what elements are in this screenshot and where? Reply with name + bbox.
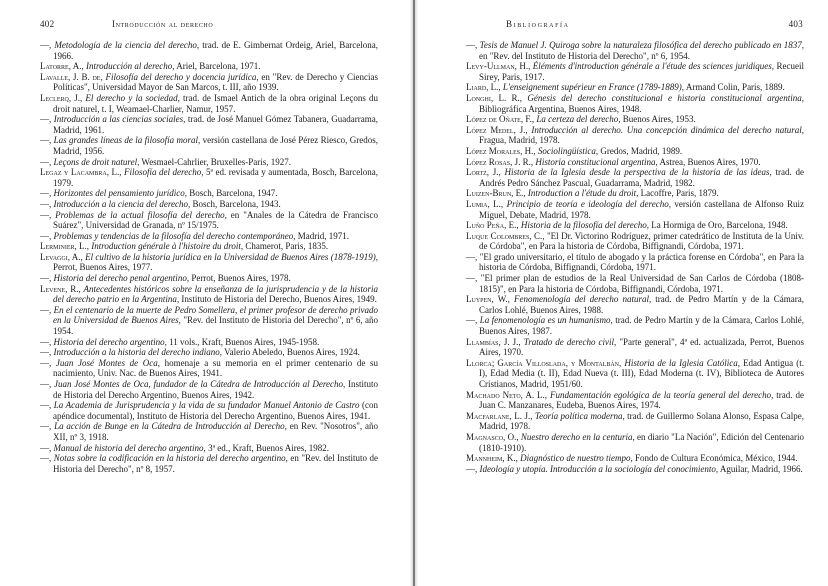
bibliography-entry xyxy=(40,284,378,305)
bibliography-entry xyxy=(466,315,804,336)
entry-author: Luque Colombres, C., xyxy=(466,230,545,241)
left-page xyxy=(0,0,410,586)
entry-details: Wesmael-Cahrlier, Bruxelles-Paris, 1927. xyxy=(139,156,292,167)
entry-author: —, xyxy=(40,114,52,125)
entry-details: Fragua, Madrid, 1978. xyxy=(479,135,560,146)
bibliography-entry xyxy=(466,273,804,294)
bibliography-entry xyxy=(40,231,378,242)
entry-author: —, xyxy=(40,188,52,199)
bibliography-entry xyxy=(40,337,378,348)
bibliography-entry xyxy=(466,390,804,411)
entry-title: Problemas de la actual filosofía del derecho, xyxy=(51,209,227,220)
entry-title: Sociolingüística, xyxy=(535,145,599,156)
bibliography-entry xyxy=(40,443,378,454)
bibliography-entry xyxy=(466,114,804,125)
bibliography-list xyxy=(40,40,378,474)
entry-details: en Rev. "Nosotros", año XII, nº 3, 1918. xyxy=(53,421,378,442)
entry-title: Génesis del derecho constitucional e historia constitucional argentina, xyxy=(522,92,805,103)
entry-details: en "Anales de la Cátedra de Francisco Suárez", Universidad de Granada, nº 15/1975. xyxy=(53,209,378,231)
bibliography-entry xyxy=(466,411,804,432)
page-number: 403 xyxy=(788,19,803,29)
entry-author: Lumia, L., xyxy=(466,198,504,209)
entry-details: trad. de Pedro Martín y de la Cámara, Carlos Lohlé, Buenos Aires, 1988. xyxy=(479,294,805,315)
book-spine xyxy=(410,0,418,586)
entry-author: —, xyxy=(40,304,52,315)
entry-title: Nuestro derecho en la centuria, xyxy=(518,431,635,442)
entry-title: Ideología y utopía. Introducción a la sociología del conocimiento, xyxy=(477,463,719,474)
entry-author: Latorre, A., xyxy=(40,61,84,72)
entry-author: —, xyxy=(40,336,52,347)
bibliography-entry xyxy=(40,241,378,252)
bibliography-entry xyxy=(40,400,378,421)
entry-title: Notas sobre la codificación en la historia del derecho argentino, xyxy=(51,453,288,464)
entry-details: "El primer plan de estudios de la Real Universidad de San Carlos de Córdoba (1808-1815)", en Para la historia de Córdoba, Biffignandi, Córdoba, 1971. xyxy=(477,273,804,294)
entry-author: Leclerq, J., xyxy=(40,92,83,103)
bibliography-entry xyxy=(40,252,378,273)
entry-title: Introducción al derecho, xyxy=(83,61,175,72)
entry-details: en "Rev. del Instituto de Historia del Derecho", nº 6, 1954. xyxy=(479,50,691,61)
entry-details: Lacoffre, Paris, 1879. xyxy=(638,188,719,199)
entry-author: —, xyxy=(40,379,52,389)
entry-details: Buenos Aires, 1953. xyxy=(620,114,696,125)
entry-author: Llorca; García Villoslada, y Montalbán, xyxy=(466,357,622,368)
entry-title: Teoría política moderna, xyxy=(532,410,625,421)
bibliography-entry xyxy=(466,252,804,273)
entry-details: en diario "La Nación", Edición del Centenario (1810-1910). xyxy=(479,431,804,453)
entry-details: Instituto de Historia del Derecho, Buenos Aires, 1949. xyxy=(179,294,377,305)
entry-title: El derecho y la sociedad, xyxy=(82,92,180,103)
bibliography-entry xyxy=(40,61,378,72)
entry-details: Bibliográfica Argentina, Buenos Aires, 1948. xyxy=(479,103,642,114)
entry-title: Tratado de derecho civil, xyxy=(520,336,617,347)
entry-author: López Morales, H., xyxy=(466,145,536,156)
entry-title: La Academia de Jurisprudencia y la vida de su fundador Manuel Antonio de Castro xyxy=(51,400,360,411)
entry-author: —, xyxy=(40,198,52,209)
bibliography-entry xyxy=(40,72,378,93)
entry-details: Edad Antigua (t. I), Edad Media (t. II), Edad Nueva (t. III), Edad Moderna (t. IV), Biblioteca de Autores Cristianos, Madrid, 1951/60. xyxy=(479,357,804,389)
entry-title: Historia de la Iglesia Católica, xyxy=(621,357,740,368)
entry-author: Luypen, W., xyxy=(466,294,510,305)
entry-details: trad. de Ismael Antich de la obra original Leçons du droit naturel, t. I, Weamael-Charlier, Namur, 1957. xyxy=(53,92,378,114)
entry-title: Filosofía del derecho y docencia jurídica, xyxy=(102,71,259,82)
bibliography-entry xyxy=(466,40,804,61)
entry-title: Horizontes del pensamiento jurídico, xyxy=(51,188,187,199)
bibliography-entry xyxy=(40,379,378,400)
entry-title: Éléments d'introduction générale a l'étude des sciences juridiques, xyxy=(530,61,775,72)
bibliography-entry xyxy=(466,453,804,464)
entry-title: Fenomenología del derecho natural, xyxy=(509,294,652,305)
entry-title: Juan José Montes de Oca, xyxy=(51,357,160,368)
entry-details: Instituto de Historia del Derecho Argentino, Buenos Aires, 1942. xyxy=(53,379,378,400)
entry-details: versión castellana de José Pérez Riesco, Gredos, Madrid, 1956. xyxy=(53,135,378,156)
entry-title: Fundamentación egológica de la teoría general del derecho, xyxy=(547,389,774,400)
entry-author: —, xyxy=(466,273,478,284)
entry-details: 5ª ed. revisada y aumentada, Bosch, Barcelona, 1979. xyxy=(53,167,379,188)
entry-author: —, xyxy=(40,421,52,432)
bibliography-entry xyxy=(466,231,804,252)
entry-details: Perrot, Buenos Aires, 1977. xyxy=(53,262,153,273)
right-page-header xyxy=(466,17,803,31)
entry-title: Historia de la Iglesia desde la perspectiva de la historia de las ideas, xyxy=(500,167,772,178)
entry-title: Las grandes líneas de la filosofía moral, xyxy=(51,135,201,146)
bibliography-entry xyxy=(40,199,378,210)
entry-author: —, xyxy=(40,40,52,50)
entry-details: trad. de Andrés Pedro Sánchez Pascual, Guadarrama, Madrid, 1982. xyxy=(479,167,804,188)
bibliography-entry xyxy=(40,188,378,199)
entry-author: Luño Peña, E., xyxy=(466,220,519,231)
entry-details: trad. de Pedro Martín y de la Cámara, Carlos Lohlé, Buenos Aires, 1987. xyxy=(479,315,804,337)
entry-author: Legaz y Lacambra, L., xyxy=(40,167,122,178)
entry-details: La Hormiga de Oro, Barcelona, 1948. xyxy=(649,220,788,231)
bibliography-entry xyxy=(40,135,378,156)
entry-author: —, xyxy=(466,463,478,474)
bibliography-entry xyxy=(466,199,804,220)
bibliography-entry xyxy=(466,464,804,475)
bibliography-entry xyxy=(466,432,804,453)
entry-title: La acción de Bunge en la Cátedra de Introducción al Derecho, xyxy=(51,421,287,432)
bibliography-entry xyxy=(466,358,804,390)
running-head: Introducción al derecho xyxy=(112,19,214,29)
bibliography-entry xyxy=(466,220,804,231)
entry-details: Perrot, Buenos Aires, 1978. xyxy=(189,273,291,284)
bibliography-entry xyxy=(40,358,378,379)
entry-author: Mannheim, K., xyxy=(466,453,518,464)
entry-details: Gredos, Madrid, 1989. xyxy=(598,145,683,156)
right-page xyxy=(418,0,828,586)
entry-author: Levy-Ullman, H., xyxy=(466,61,531,72)
bibliography-entry xyxy=(40,40,378,61)
entry-details: Ariel, Barcelona, 1971. xyxy=(174,61,261,72)
bibliography-entry xyxy=(466,61,804,82)
entry-author: —, xyxy=(40,273,52,284)
bibliography-entry xyxy=(466,125,804,146)
entry-details: trad. de Guillermo Solana Alonso, Espasa Calpe, Madrid, 1978. xyxy=(479,410,805,432)
bibliography-entry xyxy=(40,210,378,231)
entry-details: (con apéndice documental), Instituto de Historia del Derecho Argentino, Buenos Aires, 1941. xyxy=(53,400,378,421)
page-number: 402 xyxy=(40,19,55,29)
entry-title: Leçons de droit naturel, xyxy=(51,156,140,167)
entry-title: Introducción al derecho. Una concepción dinámica del derecho natural, xyxy=(527,124,804,135)
bibliography-entry xyxy=(466,337,804,358)
entry-author: —, xyxy=(466,40,478,50)
entry-details: "Rev. del Instituto de Historia del Derecho", nº 6, año 1954. xyxy=(53,315,378,337)
entry-title: Antecedentes históricos sobre la enseñanza de la jurisprudencia y de la historia del derecho patrio en la Argentina, xyxy=(53,283,379,305)
entry-author: Macfarlane, L. J., xyxy=(466,410,533,421)
entry-title: Introducción a la ciencia del derecho, xyxy=(51,198,191,209)
entry-author: —, xyxy=(40,230,52,241)
bibliography-entry xyxy=(466,188,804,199)
bibliography-entry xyxy=(40,421,378,442)
entry-author: Levene, R., xyxy=(40,283,81,294)
entry-author: Liard, L., xyxy=(466,82,501,93)
entry-author: —, xyxy=(40,156,52,167)
bibliography-entry xyxy=(466,294,804,315)
bibliography-entry xyxy=(40,347,378,358)
entry-author: —, xyxy=(40,135,52,146)
entry-author: Longhi, L. R., xyxy=(466,92,523,103)
bibliography-entry xyxy=(466,82,804,93)
entry-author: —, xyxy=(40,357,52,368)
entry-details: Bosch, Barcelona, 1947. xyxy=(187,188,278,199)
bibliography-entry xyxy=(40,305,378,337)
entry-author: —, xyxy=(40,209,52,220)
entry-details: trad. de Juan C. Manzanares, Eudeba, Buenos Aires, 1974. xyxy=(479,389,804,411)
entry-title: Introduction a l'étude du droit, xyxy=(525,188,639,199)
bibliography-entry xyxy=(40,114,378,135)
bibliography-entry xyxy=(40,157,378,168)
entry-details: Armand Colin, Paris, 1889. xyxy=(684,82,785,93)
entry-author: Lavalle, J. B. de, xyxy=(40,71,103,82)
bibliography-entry xyxy=(40,453,378,474)
entry-author: —, xyxy=(40,400,52,411)
entry-details: en "Rev. del Instituto de Historia del Derecho", nº 8, 1957. xyxy=(53,453,378,474)
entry-details: Valerio Abeledo, Buenos Aires, 1924. xyxy=(222,347,360,358)
entry-details: "El Dr. Victorino Rodríguez, primer catedrático de Instituta de la Univ. de Córdoba", en Para la historia de Córdoba, Biffignandi, Córdoba, 1971. xyxy=(479,230,805,252)
entry-details: en "Rev. de Derecho y Ciencias Políticas", Universidad Mayor de San Marcos, t. III, año 1939. xyxy=(53,71,378,93)
entry-title: En el centenario de la muerte de Pedro Somellera, el primer profesor de derecho privado en la Universidad de Buenos Aires, xyxy=(51,304,378,326)
entry-title: L'enseignement supérieur en France (1789-1889), xyxy=(500,82,685,93)
bibliography-entry xyxy=(466,93,804,114)
entry-author: López Rosas, J. R., xyxy=(466,156,534,167)
entry-title: Introduction générale à l'histoire du droit, xyxy=(89,241,244,252)
entry-details: 3ª ed., Kraft, Buenos Aires, 1982. xyxy=(205,442,330,453)
bibliography-entry xyxy=(40,273,378,284)
entry-author: —, xyxy=(40,347,52,358)
entry-author: Lortz, J., xyxy=(466,167,501,178)
entry-title: Historia constitucional argentina, xyxy=(533,156,658,167)
entry-title: Problemas y tendencias de la filosofía del derecho contemporáneo, xyxy=(51,230,296,241)
entry-author: Luizen-Brun, E., xyxy=(466,188,526,199)
entry-details: Aguilar, Madrid, 1966. xyxy=(718,463,803,474)
entry-title: Juan José Montes de Oca, fundador de la Cátedra de Introducción al Derecho, xyxy=(51,379,346,389)
left-page-header xyxy=(40,17,378,31)
entry-details: Recueil Sirey, Paris, 1917. xyxy=(479,61,804,82)
entry-details: homenaje a su memoria en el primer centenario de su nacimiento, Univ. Nac. de Buenos Aires, 1941. xyxy=(53,357,378,379)
entry-details: "Parte general", 4ª ed. actualizada, Perrot, Buenos Aires, 1970. xyxy=(479,336,804,358)
entry-details: Madrid, 1971. xyxy=(295,230,350,241)
entry-author: Magnasco, O., xyxy=(466,431,519,442)
bibliography-entry xyxy=(466,146,804,157)
entry-title: Historia del derecho argentino, xyxy=(51,336,167,347)
entry-title: Tesis de Manuel J. Quiroga sobre la naturaleza filosófica del derecho publicado en 1837, xyxy=(477,40,804,50)
entry-title: Introducción a la historia del derecho indiano, xyxy=(51,347,223,358)
bibliography-entry xyxy=(466,167,804,188)
running-head: Bibliografía xyxy=(506,19,570,29)
entry-author: Levaggi, A., xyxy=(40,251,83,262)
entry-details: 11 vols., Kraft, Buenos Aires, 1945-1958. xyxy=(166,336,320,347)
entry-author: Machado Neto, A. L., xyxy=(466,389,548,400)
entry-title: Manual de historia del derecho argentino, xyxy=(51,442,206,453)
entry-details: Chamerot, Paris, 1835. xyxy=(243,241,329,252)
entry-title: Diagnóstico de nuestro tiempo, xyxy=(517,453,633,464)
entry-title: Historia de la filosofía del derecho, xyxy=(518,220,649,231)
entry-title: Principio de teoría e ideología del derecho, xyxy=(503,198,671,209)
entry-details: Fondo de Cultura Económica, México, 1944. xyxy=(632,453,798,464)
entry-author: López de Oñate, F., xyxy=(466,114,535,125)
entry-title: Historia del derecho penal argentino, xyxy=(51,273,190,284)
entry-details: Astrea, Buenos Aires, 1970. xyxy=(657,156,761,167)
bibliography-entry xyxy=(40,167,378,188)
entry-author: Lerminier, L., xyxy=(40,241,89,252)
entry-author: —, xyxy=(40,442,52,453)
entry-author: —, xyxy=(40,453,52,464)
bibliography-entry xyxy=(466,157,804,168)
entry-details: Bosch, Barcelona, 1943. xyxy=(190,198,281,209)
entry-title: Filosofía del derecho, xyxy=(121,167,204,178)
entry-author: López Medel, J., xyxy=(466,124,528,135)
entry-details: trad. de José Manuel Gómez Tabanera, Guadarrama, Madrid, 1961. xyxy=(53,114,378,135)
entry-author: —, xyxy=(466,251,478,262)
entry-author: —, xyxy=(466,315,478,326)
bibliography-entry xyxy=(40,93,378,114)
entry-author: Llambías, J. J., xyxy=(466,336,521,347)
entry-title: Metodología de la ciencia del derecho, xyxy=(51,40,200,50)
entry-details: versión castellana de Alfonso Ruiz Miguel, Debate, Madrid, 1978. xyxy=(479,198,804,220)
entry-details: "El grado universitario, el título de abogado y la práctica forense en Córdoba", en Para la historia de Córdoba, Biffignandi, Córdoba, 1971. xyxy=(477,251,804,273)
entry-title: El cultivo de la historia jurídica en la Universidad de Buenos Aires (1878-1919), xyxy=(82,251,378,262)
entry-title: Introducción a las ciencias sociales, xyxy=(51,114,186,125)
entry-title: La fenomenología es un humanismo, xyxy=(477,315,613,326)
entry-details: trad. de E. Gimbernat Ordeig, Ariel, Barcelona, 1966. xyxy=(53,40,378,61)
bibliography-list xyxy=(466,40,804,474)
entry-title: La certeza del derecho, xyxy=(534,114,621,125)
